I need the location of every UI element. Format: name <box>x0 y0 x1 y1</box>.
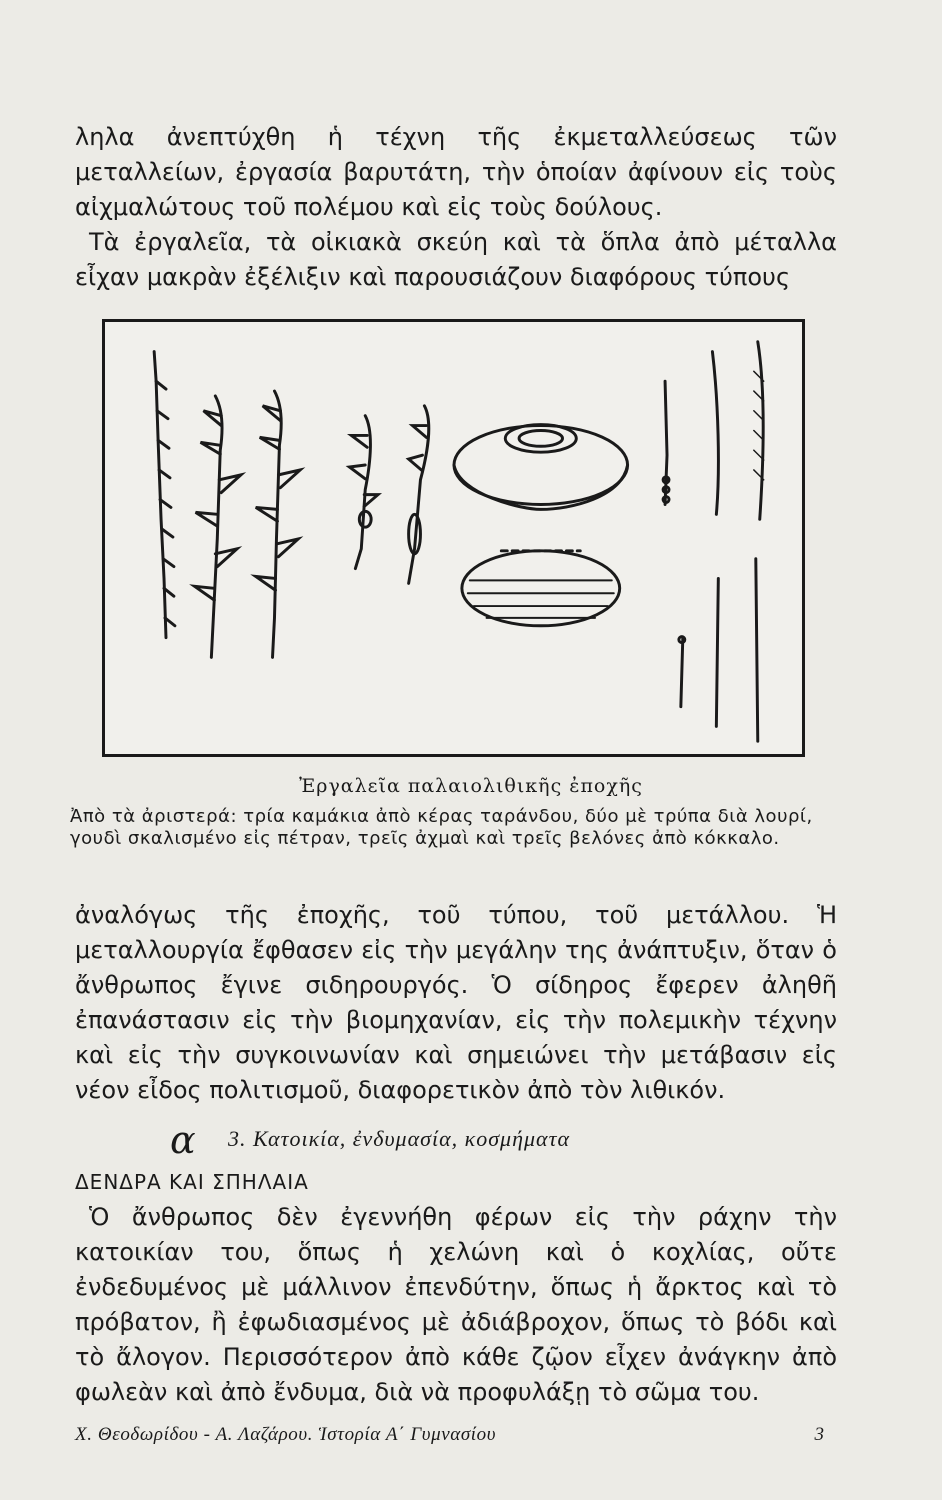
harpoon-4-hole <box>359 511 371 527</box>
subheading: ΔΕΝΔΡΑ ΚΑΙ ΣΠΗΛΑΙΑ <box>75 1170 309 1194</box>
awl-2 <box>712 352 718 515</box>
paragraph-metallurgy: ἀναλόγως τῆς ἐποχῆς, τοῦ τύπου, τοῦ μετάλλου. Ἡ μεταλλουργία ἔφθασεν εἰς τὴν μεγάλην της ἀνάπτυξιν, ὅταν ὁ ἄνθρωπος ἔγινε σιδηρουργός. Ὁ σίδηρος ἔφερεν ἀληθῆ ἐπανάστασιν εἰς τὴν βιομηχανίαν, εἰς τὴν πολεμικὴν τέχνην καὶ εἰς τὴν συγκοινωνίαν καὶ σημειώνει τὴν μετάβασιν εἰς νέον εἶδος πολιτισμοῦ, διαφορετικὸν ἀπὸ τὸν λιθικόν. <box>75 901 837 1104</box>
needle-1 <box>681 638 683 707</box>
figure-paleolithic-tools <box>102 319 805 757</box>
handwritten-margin-mark: α <box>170 1118 196 1162</box>
needle-3 <box>756 559 758 741</box>
paragraph-dwelling: Ὁ ἄνθρωπος δὲν ἐγεννήθη φέρων εἰς τὴν ράχην τὴν κατοικίαν του, ὅπως ἡ χελώνη καὶ ὁ κοχλίας, οὔτε ἐνδεδυμένος μὲ μάλλινον ἐπενδύτην, ὅπως ἡ ἄρκτος καὶ τὸ πρόβατον, ἢ ἐφωδιασμένος μὲ ἀδιάβροχον, ὅπως τὸ βόδι καὶ τὸ ἄλογον. Περισσότερον ἀπὸ κάθε ζῷον εἶχεν ἀνάγκην ἀπὸ φωλεὰν καὶ ἀπὸ ἔνδυμα, διὰ νὰ προφυλάξῃ τὸ σῶμα του. <box>75 1203 837 1406</box>
figure-caption-title: Ἐργαλεῖα παλαιολιθικῆς ἐποχῆς <box>299 775 643 797</box>
tools-illustration <box>105 322 802 754</box>
paragraph-tools-intro: Τὰ ἐργαλεῖα, τὰ οἰκιακὰ σκεύη καὶ τὰ ὅπλα ἀπὸ μέταλλα εἶχαν μακρὰν ἐξέλιξιν καὶ παρουσιάζουν διαφόρους τύπους <box>75 228 837 291</box>
harpoon-1 <box>154 352 166 638</box>
section-heading: 3. Κατοικία, ἐνδυμασία, κοσμήματα <box>228 1126 571 1151</box>
figure-caption-text: Ἀπὸ τὰ ἀριστερά: τρία καμάκια ἀπὸ κέρας ταράνδου, δύο μὲ τρύπα διὰ λουρί, γουδὶ σκαλισμένο εἰς πέτραν, τρεῖς ἀχμαὶ καὶ τρεῖς βελόνες ἀπὸ κόκκαλο. <box>70 806 813 849</box>
harpoon-1-teeth <box>156 381 175 626</box>
page-number: 3 <box>814 1424 824 1445</box>
awl-3 <box>758 342 763 520</box>
mortar-bowl <box>505 425 576 453</box>
mortar-side <box>462 551 620 626</box>
paragraph-mining: ληλα ἀνεπτύχθη ἡ τέχνη τῆς ἐκμεταλλεύσεως τῶν μεταλλείων, ἐργασία βαρυτάτη, τὴν ὁποίαν ἀφίνουν εἰς τοὺς αἰχμαλώτους τοῦ πολέμου καὶ εἰς τοὺς δούλους. <box>75 123 837 221</box>
harpoon-3 <box>273 391 282 657</box>
footer-authors: Χ. Θεοδωρίδου - Α. Λαζάρου. Ἱστορία Α΄ Γυμνασίου <box>75 1424 497 1445</box>
needle-2 <box>716 578 718 726</box>
